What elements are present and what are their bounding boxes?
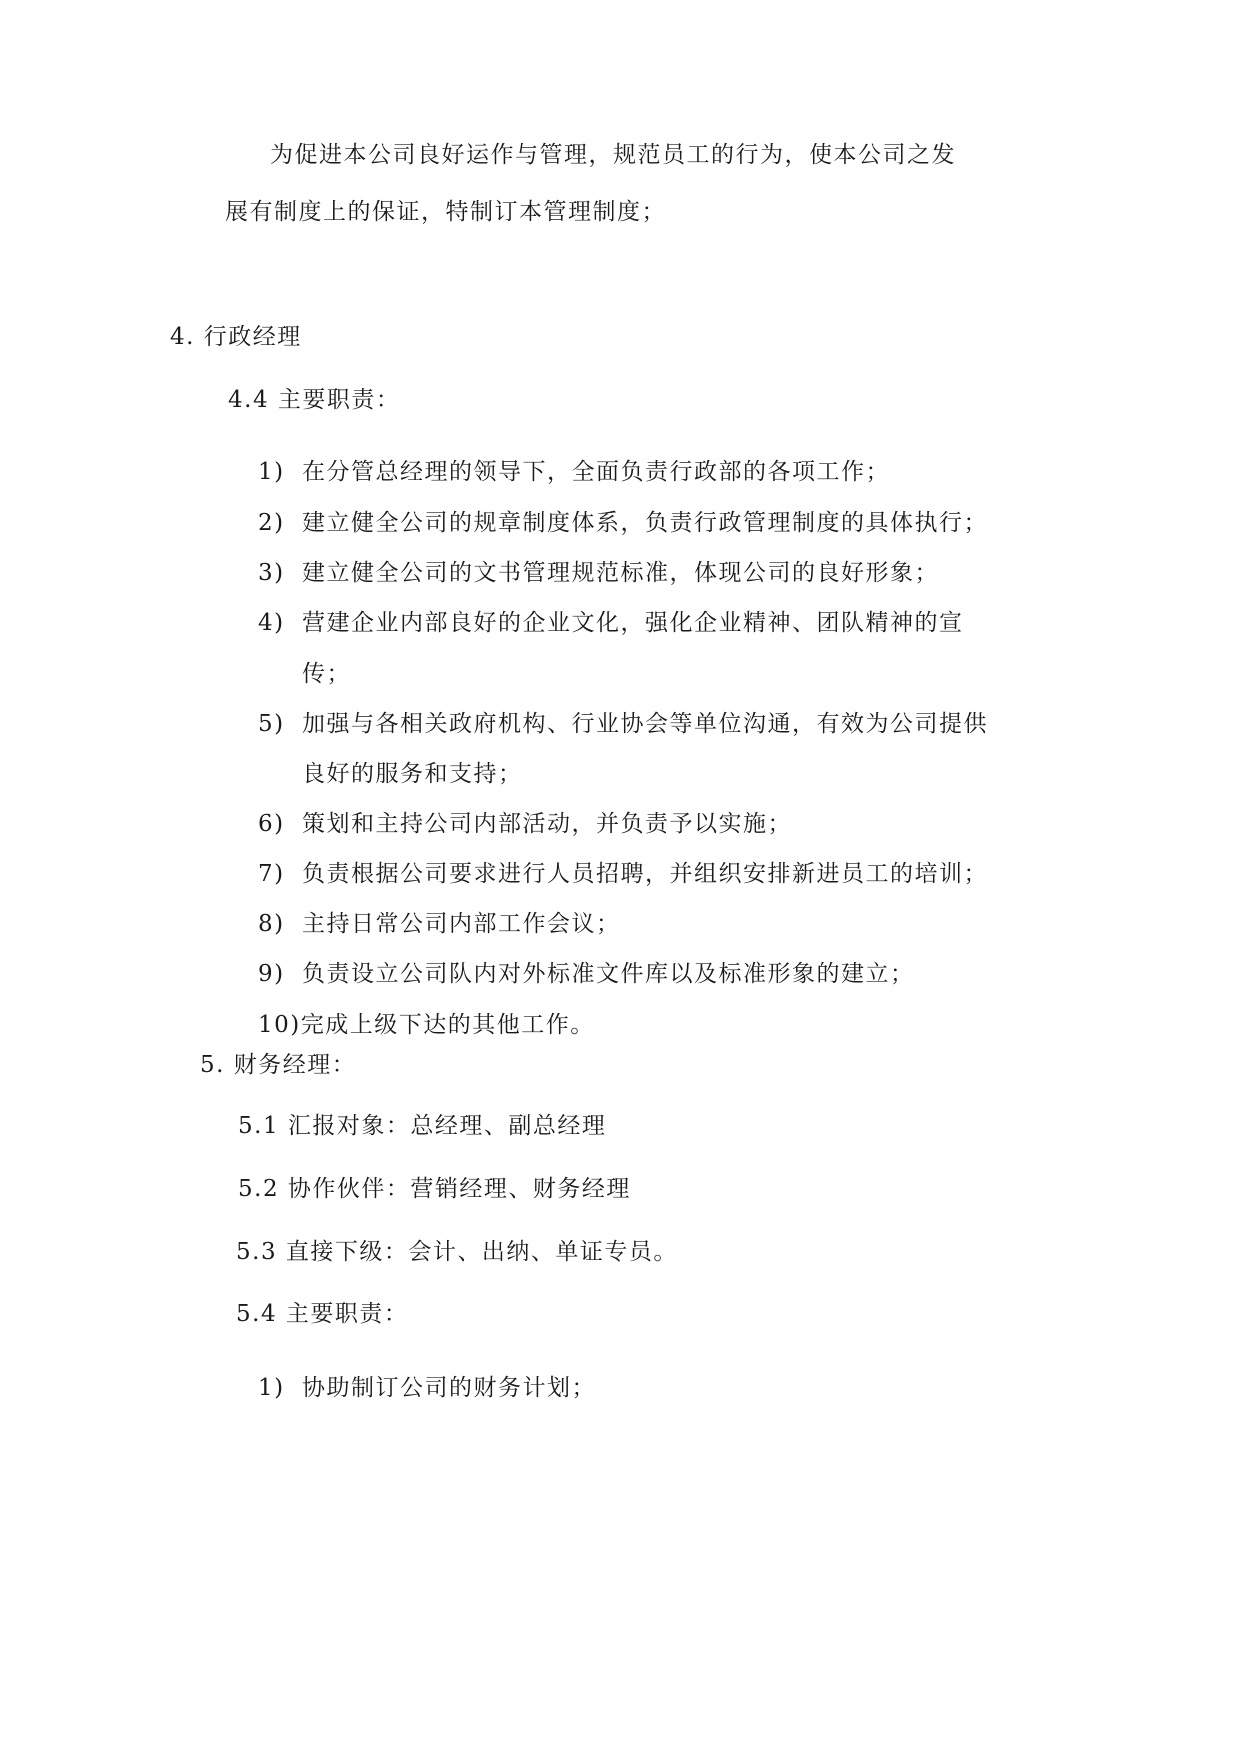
- list-item-text: 主持日常公司内部工作会议；: [302, 911, 621, 937]
- list-item: [258, 709, 988, 739]
- section-5-1: 5.1 汇报对象：总经理、副总经理: [238, 1113, 607, 1139]
- list-item: [258, 457, 890, 487]
- list-item-number: 3): [258, 560, 285, 586]
- list-item-text: 负责根据公司要求进行人员招聘，并组织安排新进员工的培训；: [302, 861, 988, 887]
- section-5-heading: 5. 财务经理：: [200, 1052, 357, 1078]
- list-item-number: 9): [258, 961, 285, 987]
- list-item-number: 1): [258, 459, 285, 485]
- section-5-4: 5.4 主要职责：: [236, 1301, 409, 1327]
- list-item-number: 4): [258, 610, 285, 636]
- list-item-text: 协助制订公司的财务计划；: [302, 1375, 596, 1401]
- list-item: [258, 909, 621, 939]
- list-item-text: 在分管总经理的领导下，全面负责行政部的各项工作；: [302, 459, 890, 485]
- list-item-text: 负责设立公司队内对外标准文件库以及标准形象的建立；: [302, 961, 915, 987]
- list-item-text: 完成上级下达的其他工作。: [300, 1012, 595, 1038]
- list-item: [258, 508, 988, 538]
- list-item-number: 6): [258, 811, 285, 837]
- list-item-number: 5): [258, 711, 285, 737]
- list-item-number: 7): [258, 861, 285, 887]
- list-item: [258, 809, 792, 839]
- list-item: [258, 859, 988, 889]
- intro-line-1: 为促进本公司良好运作与管理，规范员工的行为，使本公司之发: [270, 142, 956, 168]
- list-item-text: 策划和主持公司内部活动，并负责予以实施；: [302, 811, 792, 837]
- list-item-text: 建立健全公司的规章制度体系，负责行政管理制度的具体执行；: [302, 510, 988, 536]
- intro-line-2: 展有制度上的保证，特制订本管理制度；: [225, 199, 666, 225]
- list-item-number: 10): [258, 1012, 301, 1038]
- section-4-4-heading: 4.4 主要职责：: [228, 387, 401, 413]
- list-item: [258, 959, 915, 989]
- list-item-continuation: 传；: [302, 661, 351, 687]
- list-item-text: 建立健全公司的文书管理规范标准，体现公司的良好形象；: [302, 560, 939, 586]
- list-item-continuation: 良好的服务和支持；: [302, 761, 523, 787]
- section-4-heading: 4. 行政经理: [170, 324, 302, 350]
- list-item-text: 加强与各相关政府机构、行业协会等单位沟通，有效为公司提供: [302, 711, 988, 737]
- list-item-number: 2): [258, 510, 285, 536]
- section-5-2: 5.2 协作伙伴：营销经理、财务经理: [238, 1176, 631, 1202]
- list-item: [258, 558, 939, 588]
- list-item: [258, 608, 964, 638]
- section-5-3: 5.3 直接下级：会计、出纳、单证专员。: [236, 1239, 678, 1265]
- list-item: [258, 1010, 595, 1040]
- list-item: [258, 1373, 596, 1403]
- list-item-number: 1): [258, 1375, 285, 1401]
- list-item-text: 营建企业内部良好的企业文化，强化企业精神、团队精神的宣: [302, 610, 964, 636]
- list-item-number: 8): [258, 911, 285, 937]
